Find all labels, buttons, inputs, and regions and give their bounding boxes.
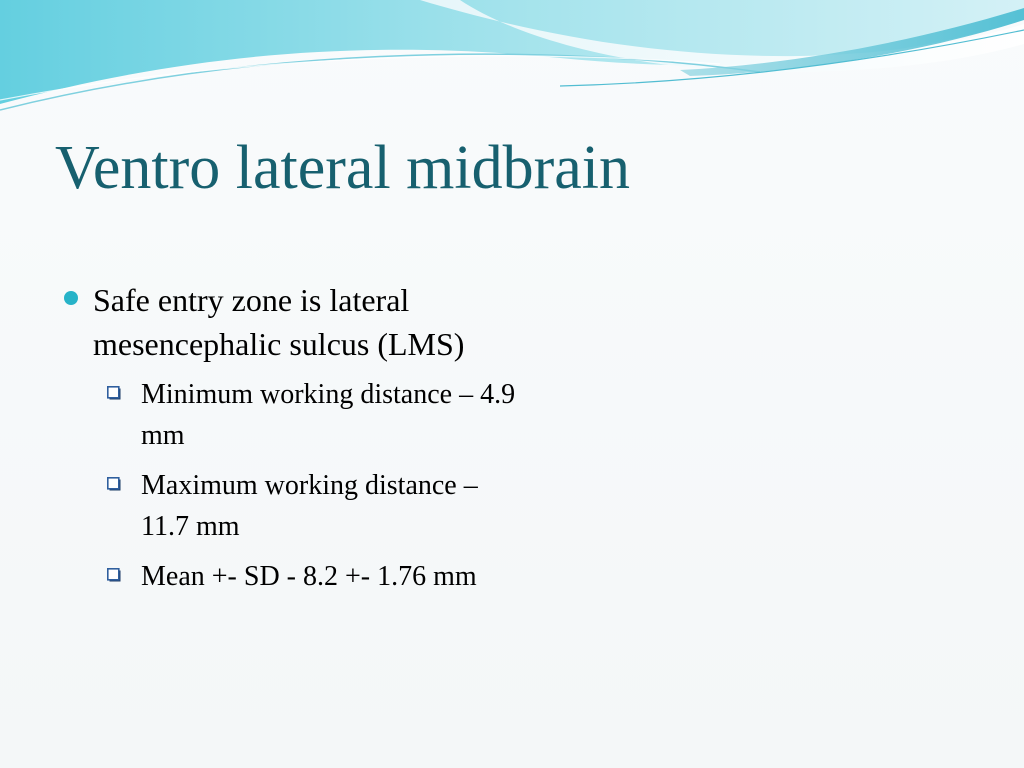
slide-body: [60, 278, 530, 606]
sub-bullet-text: Minimum working distance – 4.9 mm: [141, 379, 516, 451]
sub-bullet-text: Mean +- SD - 8.2 +- 1.76 mm: [141, 561, 477, 592]
bullet-item: [60, 278, 530, 366]
sub-bullet-text: Maximum working distance – 11.7 mm: [141, 470, 478, 542]
sub-bullet-item: [107, 374, 530, 456]
bullet-text: Safe entry zone is lateral mesencephalic sulcus (LMS): [93, 282, 465, 362]
sub-bullet-item: [107, 556, 530, 597]
sub-bullet-list: [60, 374, 530, 597]
slide-title: Ventro lateral midbrain: [55, 134, 631, 202]
square-bullet-icon: [107, 477, 122, 492]
bullet-dot-icon: [64, 291, 78, 305]
sub-bullet-item: [107, 465, 530, 547]
header-wave-decoration: [0, 0, 1024, 130]
square-bullet-icon: [107, 568, 122, 583]
square-bullet-icon: [107, 386, 122, 401]
